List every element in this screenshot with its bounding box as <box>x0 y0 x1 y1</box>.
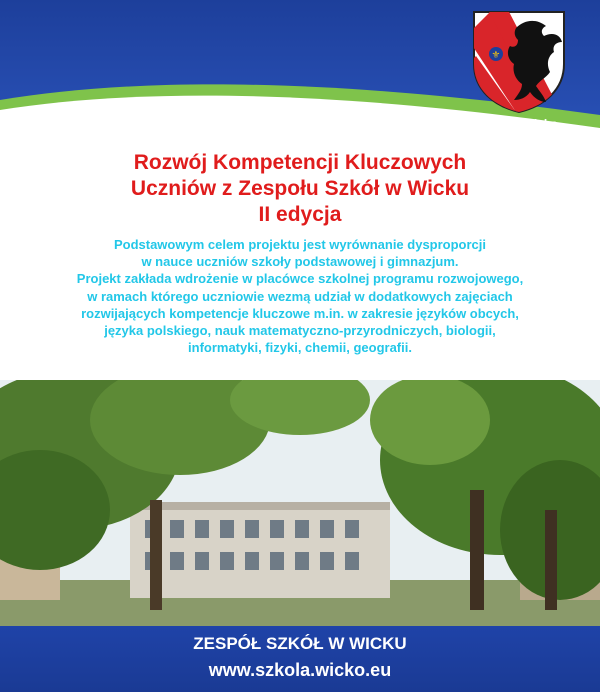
svg-text:⚜: ⚜ <box>491 50 501 61</box>
description-line: informatyki, fizyki, chemii, geografii. <box>188 340 412 356</box>
griffin-coat-of-arms-icon <box>466 6 572 114</box>
title-line-2: Uczniów z Zespołu Szkół w Wicku <box>130 177 470 200</box>
municipality-label: Gmina Wicko <box>482 117 558 131</box>
school-name: ZESPÓŁ SZKÓŁ W WICKU <box>193 634 407 653</box>
website-link[interactable]: www.szkola.wicko.eu <box>208 660 392 680</box>
title-line-1: Rozwój Kompetencji Kluczowych <box>133 151 467 174</box>
description-line: w nauce uczniów szkoły podstawowej i gimnazjum. <box>141 254 459 270</box>
project-description <box>30 236 570 356</box>
description-line: Podstawowym celem projektu jest wyrównanie dysproporcji <box>113 237 487 252</box>
description-line: języka polskiego, nauk matematyczno-przyrodniczych, biologii, <box>104 323 496 339</box>
school-building-photo-icon <box>0 380 600 626</box>
description-line: w ramach którego uczniowie wezmą udział w dodatkowych zajęciach <box>87 288 513 304</box>
description-line: Projekt zakłada wdrożenie w placówce szkolnej programu rozwojowego, <box>76 271 524 287</box>
description-line: rozwijających kompetencje kluczowe m.in. w zakresie języków obcych, <box>81 305 519 321</box>
project-title <box>0 150 600 228</box>
title-line-3: II edycja <box>258 203 342 226</box>
header-band <box>0 0 600 140</box>
footer-band <box>0 626 600 692</box>
